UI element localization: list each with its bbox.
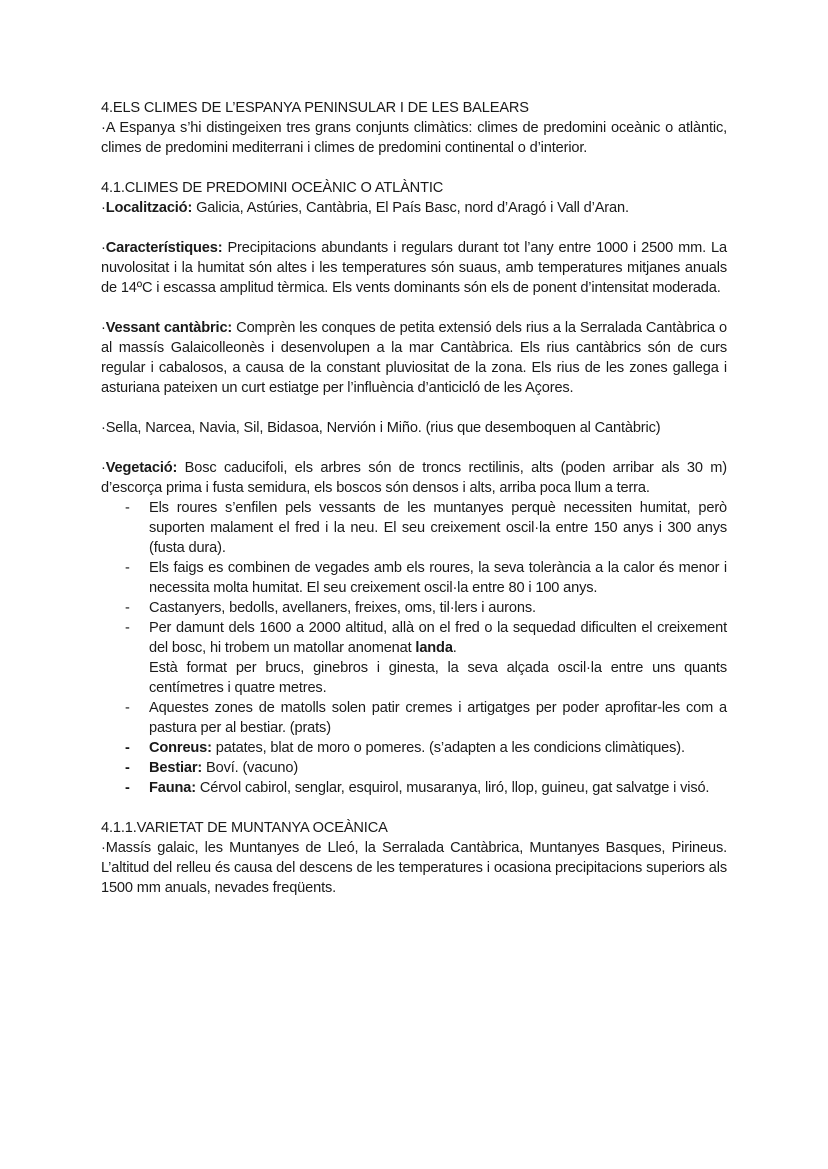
caracteristiques-label: Característiques:	[105, 240, 223, 256]
list-item: - Aquestes zones de matolls solen patir cremes i artigatges per poder aprofitar-les com a pastura per al bestiar. (prats)	[125, 700, 727, 736]
list-item: - Fauna: Cérvol cabirol, senglar, esquirol, musaranya, liró, llop, guineu, gat salvatge i visó.	[125, 780, 710, 796]
list-item: - Per damunt dels 1600 a 2000 altitud, allà on el fred o la sequedad dificulten el creixement del bosc, hi trobem un matollar anomenat landa. Està format per brucs, ginebros i ginesta, la seva alçada oscil·la entre uns quants centímetres i quatre metres.	[125, 620, 727, 696]
list-item: - Conreus: patates, blat de moro o pomeres. (s’adapten a les condicions climàtiques).	[125, 740, 685, 756]
section-4-intro: ·A Espanya s’hi distingeixen tres grans conjunts climàtics: climes de predomini oceànic o atlàntic, climes de predomini mediterrani i climes de predomini continental o d’interior.	[101, 120, 727, 156]
vessant-paragraph: ·Vessant cantàbric: Comprèn les conques de petita extensió dels rius a la Serralada Cantàbrica o al massís Galaicolleonès i desenvolupen a la mar Cantàbrica. Els rius cantàbrics són de curs regular i cabalosos, a causa de la constant pluviositat de la zona. Els rius de les zones gallega i asturiana pateixen un curt estiatge per l’influència d’anticicló de les Açores.	[101, 320, 727, 396]
section-4-1-heading: 4.1.CLIMES DE PREDOMINI OCEÀNIC O ATLÀNTIC	[101, 180, 444, 196]
rivers-paragraph: ·Sella, Narcea, Navia, Sil, Bidasoa, Nervión i Miño. (rius que desemboquen al Cantàbric)	[101, 420, 661, 436]
vegetacio-label: Vegetació:	[105, 460, 178, 476]
list-item: - Bestiar: Boví. (vacuno)	[125, 760, 299, 776]
list-item: - Els faigs es combinen de vegades amb els roures, la seva tolerància a la calor és menor i necessita molta humitat. El seu creixement oscil·la entre 80 i 100 anys.	[125, 560, 727, 596]
localitzacio-label: Localització:	[105, 200, 193, 216]
vegetacio-paragraph: ·Vegetació: Bosc caducifoli, els arbres són de troncs rectilinis, alts (poden arribar als 30 m) d’escorça prima i fusta semidura, els boscos són densos i alts, arriba poca llum a terra.	[101, 460, 727, 496]
section-4-1-1-heading: 4.1.1.VARIETAT DE MUNTANYA OCEÀNICA	[101, 820, 388, 836]
section-4-1-1-text: ·Massís galaic, les Muntanyes de Lleó, la Serralada Cantàbrica, Muntanyes Basques, Pirineus. L’altitud del relleu és causa del descens de les temperatures i ocasiona precipitacions superiors als 1500 mm anuals, nevades freqüents.	[101, 840, 727, 896]
vessant-label: Vessant cantàbric:	[105, 320, 233, 336]
document-page	[101, 98, 727, 918]
section-4-heading: 4.ELS CLIMES DE L’ESPANYA PENINSULAR I DE LES BALEARS	[101, 100, 529, 116]
vegetation-list	[101, 498, 727, 798]
list-item: - Castanyers, bedolls, avellaners, freixes, oms, til·lers i aurons.	[125, 600, 536, 616]
caracteristiques-paragraph: ·Característiques: Precipitacions abundants i regulars durant tot l’any entre 1000 i 2500 mm. La nuvolositat i la humitat són altes i les temperatures són suaus, amb temperatures mitjanes anuals de 14ºC i escassa amplitud tèrmica. Els vents dominants són els de ponent d’intensitat moderada.	[101, 240, 727, 296]
localitzacio-paragraph: ·Localització: Galicia, Astúries, Cantàbria, El País Basc, nord d’Aragó i Vall d’Aran.	[101, 200, 629, 216]
list-item: - Els roures s’enfilen pels vessants de les muntanyes perquè necessiten humitat, però suporten malament el fred i la neu. El seu creixement oscil·la entre 150 anys i 300 anys (fusta dura).	[125, 500, 727, 556]
